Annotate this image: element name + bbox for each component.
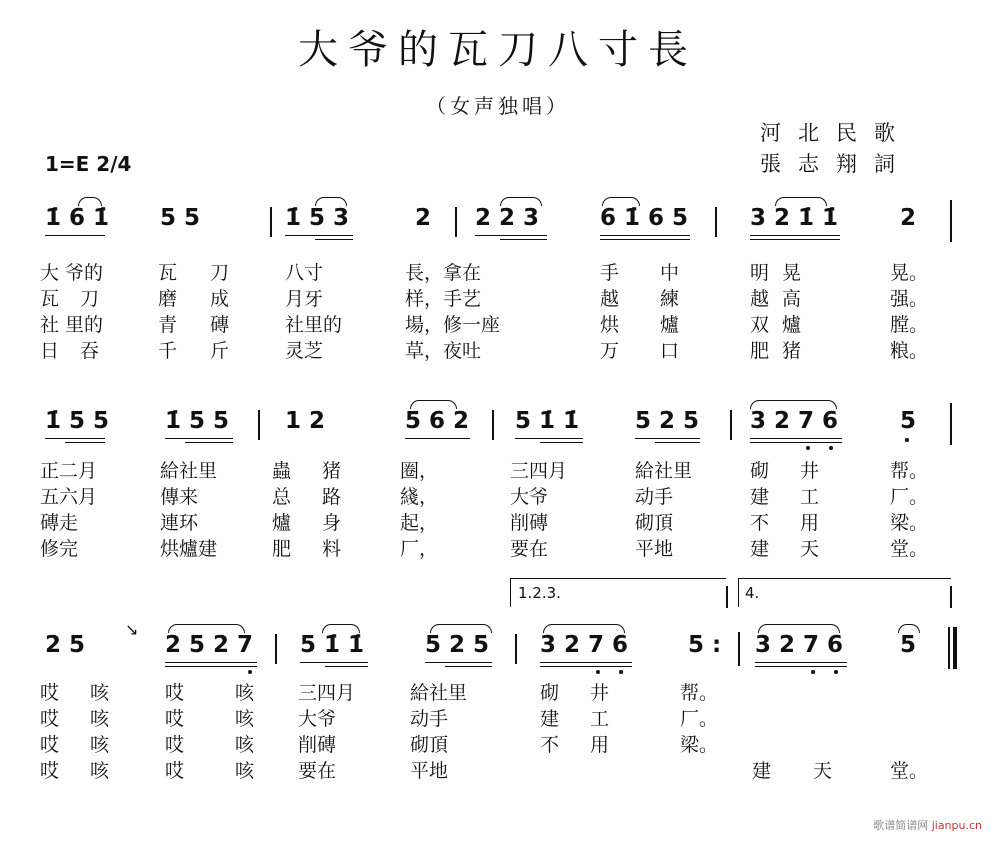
lyric: 咳 bbox=[90, 760, 110, 782]
lyric: 砌頂 bbox=[635, 512, 674, 534]
lyric: 給社里 bbox=[635, 460, 693, 482]
slur bbox=[410, 400, 457, 409]
barline bbox=[270, 207, 272, 237]
lyric: 堂。 bbox=[890, 760, 929, 782]
lyric: 膛。 bbox=[890, 314, 929, 336]
lyric: 动手 bbox=[410, 708, 449, 730]
song-title: 大爷的瓦刀八寸長 bbox=[298, 27, 698, 73]
slur bbox=[322, 624, 360, 633]
lyric: 爐 bbox=[660, 314, 680, 336]
lyric: 磨 bbox=[158, 288, 178, 310]
lyric: 爷的 bbox=[65, 262, 104, 284]
lyric: 总 bbox=[272, 486, 292, 508]
measure-7a-notes: 5 1̇ 1̇ bbox=[515, 408, 580, 434]
slur bbox=[898, 624, 920, 633]
slur bbox=[315, 197, 347, 206]
lyric: 井 bbox=[800, 460, 820, 482]
barline bbox=[950, 200, 952, 242]
lyric: 給社里 bbox=[410, 682, 468, 704]
lyric: 猪 bbox=[322, 460, 342, 482]
lyric: 瓦 bbox=[40, 288, 60, 310]
lyric: 草，夜吐 bbox=[405, 340, 482, 362]
lyric: 晃 bbox=[782, 262, 802, 284]
lyric: 建 天 bbox=[752, 760, 851, 782]
barline bbox=[726, 586, 728, 608]
beam bbox=[325, 666, 368, 667]
lyric: 手 bbox=[600, 262, 620, 284]
final-barline bbox=[953, 627, 957, 669]
lyric: 刀 bbox=[80, 288, 100, 310]
lyric: 帮。 bbox=[680, 682, 719, 704]
measure-3a-notes: 2 2 3 bbox=[475, 205, 540, 231]
lyric: 爐 bbox=[782, 314, 802, 336]
beam bbox=[285, 235, 353, 236]
lyric: 砌 bbox=[750, 460, 770, 482]
lyric: 万 bbox=[600, 340, 620, 362]
lyric: 肥 bbox=[750, 340, 770, 362]
measure-10a-notes: 5 1̇ 1̇ bbox=[300, 632, 365, 658]
measure-12b-notes: 5 bbox=[900, 632, 917, 658]
beam bbox=[600, 239, 690, 240]
lyric: 口 bbox=[660, 340, 680, 362]
lyric: 身 bbox=[322, 512, 342, 534]
beam bbox=[750, 239, 840, 240]
barline bbox=[455, 207, 457, 237]
beam bbox=[655, 442, 700, 443]
measure-5a-notes: 1̇ 5 5 bbox=[45, 408, 110, 434]
final-barline bbox=[948, 627, 950, 669]
lyric: 起， bbox=[400, 512, 439, 534]
lyric: 大爷 bbox=[298, 708, 337, 730]
measure-1b-notes: 5 5 bbox=[160, 205, 201, 231]
lyric: 連环 bbox=[160, 512, 199, 534]
beam bbox=[185, 442, 233, 443]
lyric: 咳 bbox=[235, 682, 255, 704]
measure-4b-notes: 2 bbox=[900, 205, 917, 231]
lyric: 咳 bbox=[90, 734, 110, 756]
slur bbox=[430, 624, 492, 633]
barline bbox=[950, 403, 952, 445]
lyric: 灵芝 bbox=[285, 340, 324, 362]
lyric: 要在 bbox=[298, 760, 337, 782]
slur bbox=[602, 197, 640, 206]
lyric: 厂。 bbox=[680, 708, 719, 730]
system-1 bbox=[0, 205, 996, 375]
system-2 bbox=[0, 408, 996, 578]
lyric: 料 bbox=[322, 538, 342, 560]
lyric: 社 bbox=[40, 314, 60, 336]
watermark-domain: jianpu.cn bbox=[931, 819, 982, 832]
measure-8a-notes: 3 2 7 6 bbox=[750, 408, 839, 434]
lyric: 梁。 bbox=[680, 734, 719, 756]
measure-3b-notes: 6 1̇ 6 5 bbox=[600, 205, 689, 231]
measure-10b-notes: 5 2 5 bbox=[425, 632, 490, 658]
lyric: 瓦 bbox=[158, 262, 178, 284]
lyric: 千 bbox=[158, 340, 178, 362]
measure-4a-notes: 3 2 1̇ 1̇ bbox=[750, 205, 839, 231]
lyric: 中 bbox=[660, 262, 680, 284]
beam bbox=[500, 239, 547, 240]
lyric: 建 bbox=[750, 486, 770, 508]
lyric: 圈， bbox=[400, 460, 439, 482]
lyric: 不 bbox=[540, 734, 560, 756]
measure-9b-notes: 2 5 2 7 bbox=[165, 632, 254, 658]
watermark-text: 歌谱简谱网 bbox=[873, 819, 929, 832]
lyric: 哎 bbox=[165, 734, 185, 756]
beam bbox=[300, 662, 368, 663]
lyric: 双 bbox=[750, 314, 770, 336]
measure-1a-notes: 1̇ 6 1̇ bbox=[45, 205, 110, 231]
lyric: 厂， bbox=[400, 538, 439, 560]
lyric: 粮。 bbox=[890, 340, 929, 362]
lyric: 天 bbox=[800, 538, 820, 560]
lyric: 月牙 bbox=[285, 288, 324, 310]
slur bbox=[78, 197, 102, 206]
lyric: 傳来 bbox=[160, 486, 199, 508]
system-3-notes bbox=[0, 620, 996, 802]
lyric: 成 bbox=[210, 288, 230, 310]
low-octave-dot bbox=[248, 670, 252, 674]
lyric: 工 bbox=[590, 708, 610, 730]
lyric: 日 bbox=[40, 340, 60, 362]
lyric: 井 bbox=[590, 682, 610, 704]
beam bbox=[755, 666, 847, 667]
beam bbox=[45, 438, 105, 439]
lyric: 越 bbox=[750, 288, 770, 310]
beam bbox=[515, 438, 583, 439]
lyric: 平地 bbox=[635, 538, 674, 560]
lyric: 爐 bbox=[272, 512, 292, 534]
beam bbox=[750, 442, 842, 443]
lyric: 吞 bbox=[80, 340, 100, 362]
key-signature: 1=E 2/4 bbox=[45, 152, 132, 176]
lyric: 刀 bbox=[210, 262, 230, 284]
low-octave-dot bbox=[905, 438, 909, 442]
lyric: 三四月 bbox=[298, 682, 356, 704]
lyric: 咳 bbox=[90, 682, 110, 704]
lyric: 建 bbox=[540, 708, 560, 730]
beam bbox=[165, 662, 257, 663]
song-origin: 河北民歌 bbox=[760, 121, 912, 145]
lyric: 咳 bbox=[235, 734, 255, 756]
lyric: 猪 bbox=[782, 340, 802, 362]
beam bbox=[635, 438, 700, 439]
lyric: 磚走 bbox=[40, 512, 79, 534]
measure-5b-notes: 1̇ 5 5 bbox=[165, 408, 230, 434]
beam bbox=[755, 662, 847, 663]
lyric: 建 bbox=[750, 538, 770, 560]
measure-6a-notes: 1 2 bbox=[285, 408, 326, 434]
low-octave-dot bbox=[834, 670, 838, 674]
lyric: 削磚 bbox=[510, 512, 549, 534]
lyric: 五六月 bbox=[40, 486, 98, 508]
low-octave-dot bbox=[619, 670, 623, 674]
lyric: 要在 bbox=[510, 538, 549, 560]
beam bbox=[540, 442, 583, 443]
barline bbox=[950, 586, 952, 608]
barline bbox=[258, 410, 260, 440]
barline bbox=[730, 410, 732, 440]
lyric: 肥 bbox=[272, 538, 292, 560]
lyric: 青 bbox=[158, 314, 178, 336]
lyric: 路 bbox=[322, 486, 342, 508]
lyric: 場，修一座 bbox=[405, 314, 501, 336]
volta-2-bracket bbox=[738, 578, 951, 607]
lyric: 修完 bbox=[40, 538, 79, 560]
volta-2-label: 4. bbox=[745, 584, 760, 602]
measure-2b-notes: 2 bbox=[415, 205, 432, 231]
lyric: 梁。 bbox=[890, 512, 929, 534]
lyric: 砌 bbox=[540, 682, 560, 704]
beam bbox=[425, 662, 492, 663]
lyric: 咳 bbox=[235, 708, 255, 730]
song-subtitle: （女声独唱） bbox=[426, 94, 570, 118]
lyric: 砌頂 bbox=[410, 734, 449, 756]
glide-mark: ↘ bbox=[125, 620, 139, 639]
lyric: 强。 bbox=[890, 288, 929, 310]
lyric: 不 bbox=[750, 512, 770, 534]
slur bbox=[500, 197, 542, 206]
beam bbox=[165, 666, 257, 667]
lyric: 三四月 bbox=[510, 460, 568, 482]
lyric: 样，手艺 bbox=[405, 288, 482, 310]
slur bbox=[750, 400, 837, 409]
lyric: 晃。 bbox=[890, 262, 929, 284]
lyric: 里的 bbox=[65, 314, 104, 336]
lyric: 哎 bbox=[165, 682, 185, 704]
slur bbox=[758, 624, 840, 633]
lyric: 哎 bbox=[40, 682, 60, 704]
lyric: 平地 bbox=[410, 760, 449, 782]
lyric: 八寸 bbox=[285, 262, 324, 284]
barline bbox=[715, 207, 717, 237]
lyric: 大爷 bbox=[510, 486, 549, 508]
lyric: 削磚 bbox=[298, 734, 337, 756]
lyric: 長，拿在 bbox=[405, 262, 482, 284]
lyric: 哎 bbox=[40, 734, 60, 756]
slur bbox=[168, 624, 245, 633]
lyric: 磚 bbox=[210, 314, 230, 336]
low-octave-dot bbox=[806, 446, 810, 450]
beam bbox=[165, 438, 233, 439]
low-octave-dot bbox=[596, 670, 600, 674]
volta-1-label: 1.2.3. bbox=[518, 584, 561, 602]
watermark bbox=[873, 817, 982, 833]
measure-12a-notes: 3 2 7 6 bbox=[755, 632, 844, 658]
slur bbox=[775, 197, 827, 206]
measure-6b-notes: 5 6 2 bbox=[405, 408, 470, 434]
slur bbox=[543, 624, 625, 633]
lyric: 烘爐建 bbox=[160, 538, 218, 560]
beam bbox=[540, 666, 632, 667]
beam bbox=[475, 235, 547, 236]
beam bbox=[540, 662, 632, 663]
lyric: 用 bbox=[800, 512, 820, 534]
beam bbox=[750, 235, 840, 236]
lyric: 哎 bbox=[40, 760, 60, 782]
lyric: 厂。 bbox=[890, 486, 929, 508]
lyric: 哎 bbox=[165, 760, 185, 782]
measure-11a-notes: 3 2 7 6 bbox=[540, 632, 629, 658]
lyric: 用 bbox=[590, 734, 610, 756]
lyric: 綫， bbox=[400, 486, 439, 508]
lyric: 給社里 bbox=[160, 460, 218, 482]
measure-8b-notes: 5 bbox=[900, 408, 917, 434]
beam bbox=[45, 235, 105, 236]
lyric: 咳 bbox=[235, 760, 255, 782]
measure-7b-notes: 5 2 5 bbox=[635, 408, 700, 434]
lyric: 練 bbox=[660, 288, 680, 310]
measure-11b-notes: 5 : bbox=[688, 632, 722, 658]
lyric: 高 bbox=[782, 288, 802, 310]
beam bbox=[600, 235, 690, 236]
measure-2a-notes: 1̇ 5 3 bbox=[285, 205, 350, 231]
lyric: 越 bbox=[600, 288, 620, 310]
lyric: 哎 bbox=[165, 708, 185, 730]
beam bbox=[405, 438, 470, 439]
lyric: 帮。 bbox=[890, 460, 929, 482]
beam bbox=[750, 438, 842, 439]
barline bbox=[492, 410, 494, 440]
lyric: 大 bbox=[40, 262, 60, 284]
low-octave-dot bbox=[829, 446, 833, 450]
lyric: 哎 bbox=[40, 708, 60, 730]
lyric: 蟲 bbox=[272, 460, 292, 482]
repeat-barline bbox=[738, 632, 740, 666]
barline bbox=[275, 634, 277, 664]
lyric: 社里的 bbox=[285, 314, 343, 336]
beam bbox=[445, 666, 492, 667]
beam bbox=[315, 239, 353, 240]
lyric: 工 bbox=[800, 486, 820, 508]
barline bbox=[515, 634, 517, 664]
low-octave-dot bbox=[811, 670, 815, 674]
lyric: 堂。 bbox=[890, 538, 929, 560]
lyric: 斤 bbox=[210, 340, 230, 362]
lyric: 正二月 bbox=[40, 460, 98, 482]
lyric: 明 bbox=[750, 262, 770, 284]
lyric: 烘 bbox=[600, 314, 620, 336]
measure-9a-notes: 2 5 bbox=[45, 632, 86, 658]
lyric: 动手 bbox=[635, 486, 674, 508]
beam bbox=[65, 442, 105, 443]
song-lyricist: 張志翔詞 bbox=[760, 152, 912, 176]
lyric: 咳 bbox=[90, 708, 110, 730]
